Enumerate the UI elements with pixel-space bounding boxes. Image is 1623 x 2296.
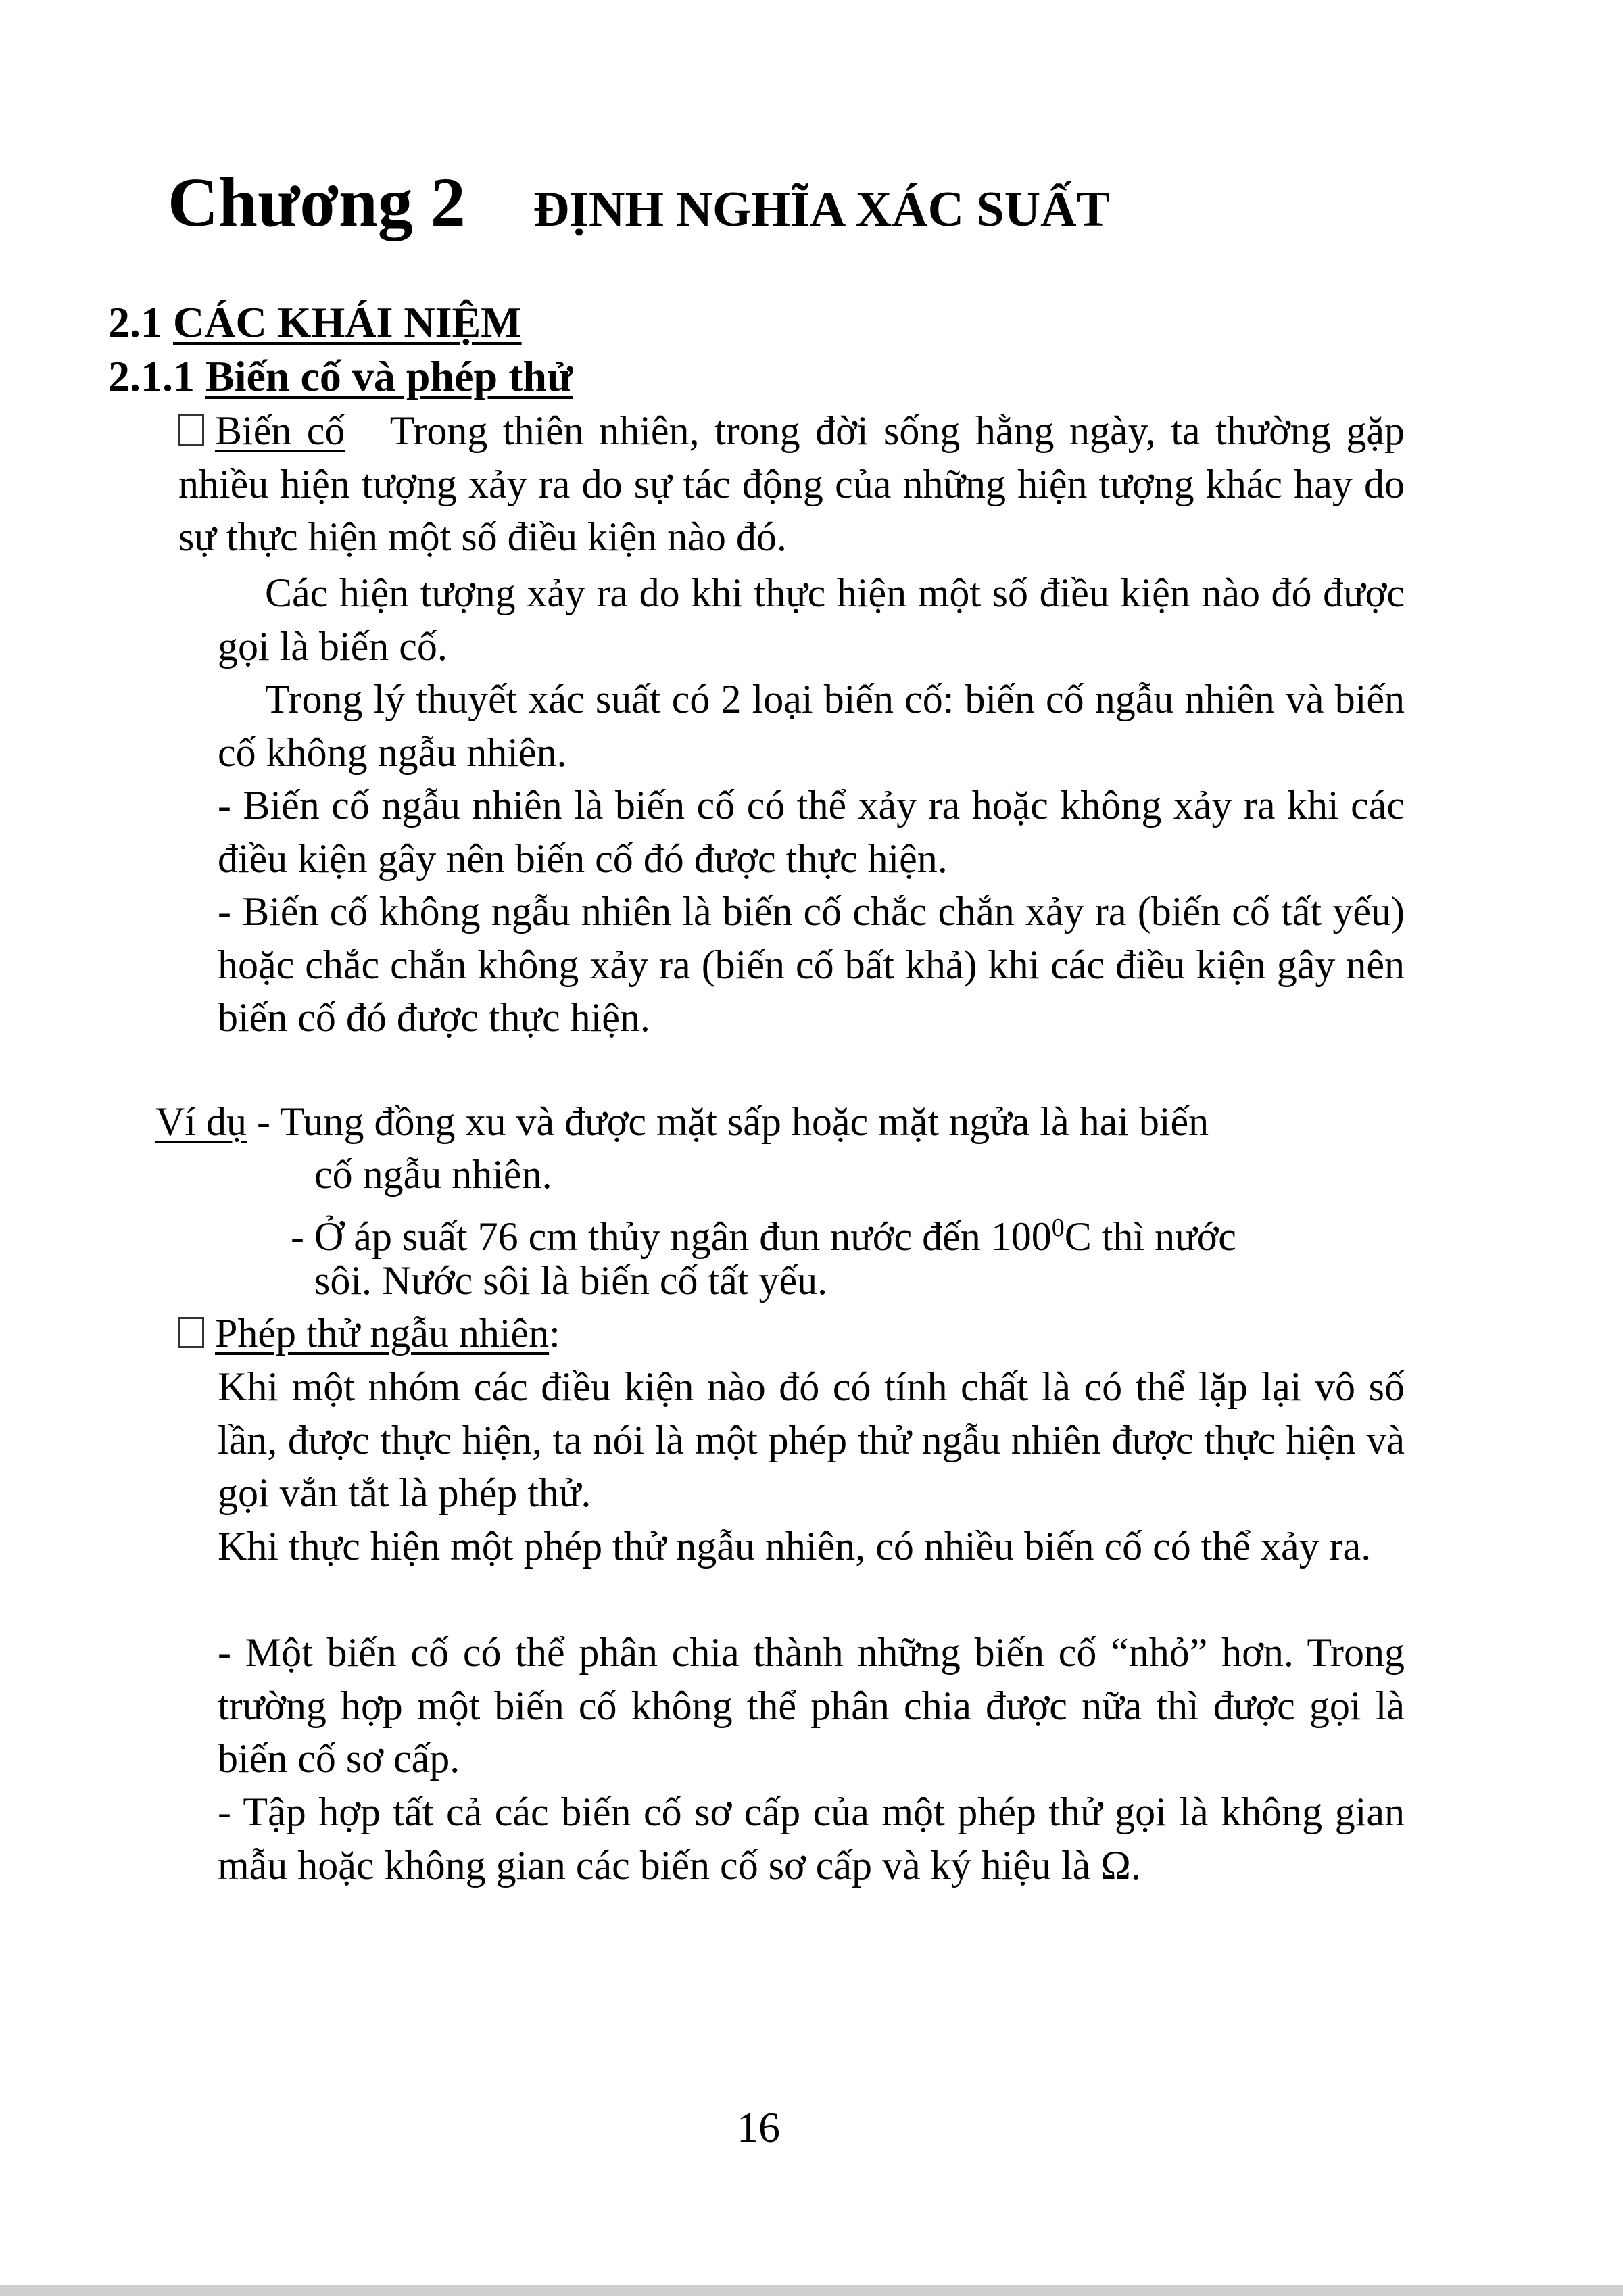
subsection-title: Biến cố và phép thử: [205, 352, 573, 400]
phep-thu-para1: Khi một nhóm các điều kiện nào đó có tính chất là có thể lặp lại vô số lần, được thực hiện, ta nói là một phép thử ngẫu nhiên được thực hiện và gọi vắn tắt là phép thử.: [218, 1364, 1405, 1515]
bien-co-intro-text: Trong thiên nhiên, trong đời sống hằng ngày, ta thường gặp nhiều hiện tượng xảy ra do sự tác động của những hiện tượng khác hay do sự thực hiện một số điều kiện nào đó.: [178, 408, 1405, 559]
bien-co-para1: Các hiện tượng xảy ra do khi thực hiện một số điều kiện nào đó được gọi là biến cố.: [218, 571, 1405, 669]
checkbox-glyph-icon: [178, 414, 204, 446]
bien-co-intro: [178, 404, 1405, 564]
example-line1a: - Tung đồng xu và được mặt sấp hoặc mặt ngửa là hai biến: [257, 1099, 1209, 1144]
subsection-heading: [108, 352, 573, 402]
phep-thu-para2: Khi thực hiện một phép thử ngẫu nhiên, có nhiều biến cố có thể xảy ra.: [218, 1524, 1372, 1569]
bien-co-label: Biến cố: [215, 408, 345, 453]
example-label: Ví dụ: [155, 1099, 247, 1144]
section-number: 2.1: [108, 298, 162, 346]
example-line2a: - Ở áp suất 76 cm thủy ngân đun nước đến $100^0C$ thì nước: [291, 1214, 1236, 1259]
chapter-heading: [168, 162, 1110, 243]
example-line1: [155, 1095, 1209, 1149]
section-title: CÁC KHÁI NIỆM: [173, 298, 522, 346]
phep-thu-para4: - Tập hợp tất cả các biến cố sơ cấp của một phép thử gọi là không gian mẫu hoặc không gian các biến cố sơ cấp và ký hiệu là Ω.: [218, 1790, 1405, 1888]
phep-thu-para3: - Một biến cố có thể phân chia thành những biến cố “nhỏ” hơn. Trong trường hợp một biến cố không thể phân chia được nữa thì được gọi là biến cố sơ cấp.: [218, 1630, 1405, 1781]
example-line1b: cố ngẫu nhiên.: [314, 1152, 552, 1197]
chapter-title: ĐỊNH NGHĨA XÁC SUẤT: [533, 182, 1110, 237]
phep-thu-label: Phép thử ngẫu nhiên: [215, 1311, 550, 1356]
bien-co-para4: - Biến cố không ngẫu nhiên là biến cố chắc chắn xảy ra (biến cố tất yếu) hoặc chắc chắn không xảy ra (biến cố bất khả) khi các điều kiện gây nên biến cố đó được thực hiện.: [218, 889, 1405, 1040]
page-bottom-bar: [0, 2285, 1623, 2296]
chapter-number: Chương 2: [168, 164, 466, 241]
page-number: 16: [737, 2103, 780, 2151]
example-line2b: sôi. Nước sôi là biến cố tất yếu.: [314, 1258, 828, 1303]
checkbox-glyph-icon: [178, 1317, 204, 1348]
phep-thu-heading: Phép thử ngẫu nhiên:: [178, 1307, 560, 1360]
bien-co-para2: Trong lý thuyết xác suất có 2 loại biến cố: biến cố ngẫu nhiên và biến cố không ngẫu nhiên.: [218, 677, 1405, 775]
subsection-number: 2.1.1: [108, 352, 195, 400]
bien-co-para3: - Biến cố ngẫu nhiên là biến cố có thể xảy ra hoặc không xảy ra khi các điều kiện gây nên biến cố đó được thực hiện.: [218, 783, 1405, 881]
section-heading: [108, 297, 522, 348]
